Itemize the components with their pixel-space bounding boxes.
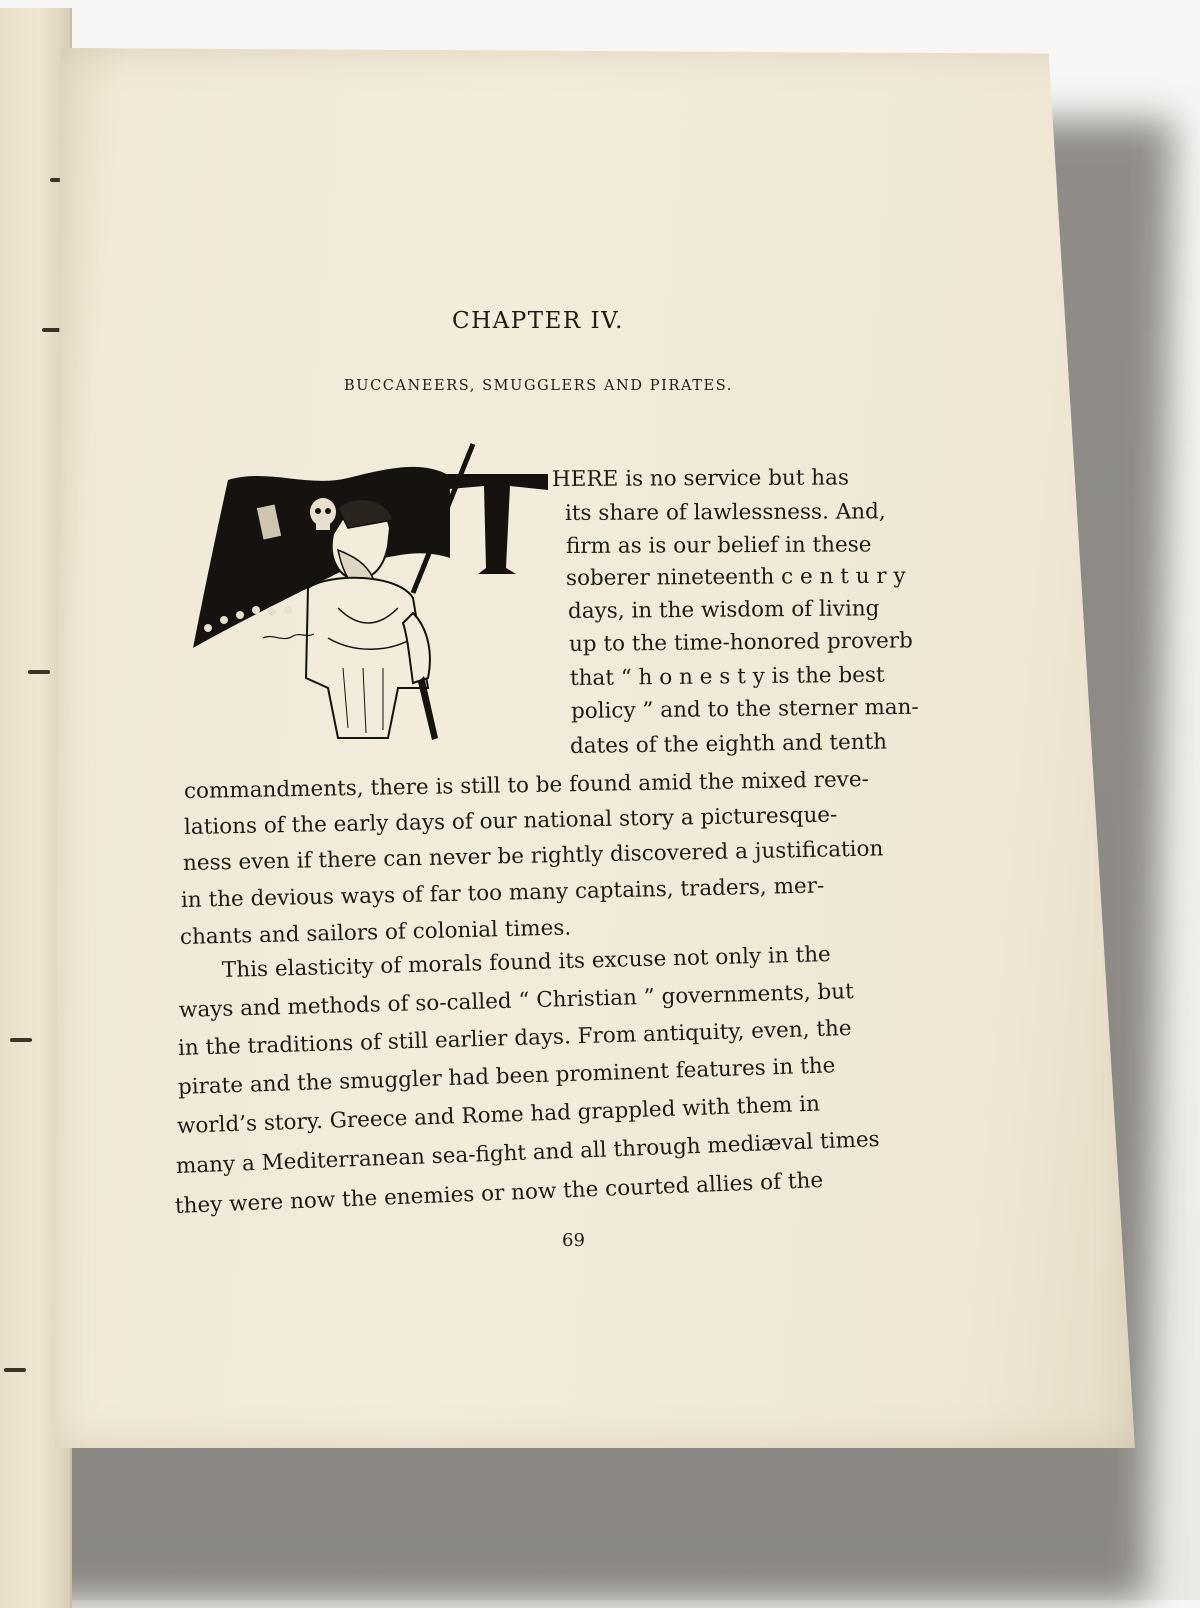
text-line: policy ” and to the sterner man- <box>570 694 919 724</box>
text-line: in the devious ways of far too many captains, traders, mer- <box>180 873 825 913</box>
text-line: This elasticity of morals found its excuse not only in the <box>221 942 832 983</box>
text-line: many a Mediterranean sea-fight and all through mediæval times <box>175 1126 881 1179</box>
text-line: that “ h o n e s t y is the best <box>569 662 885 691</box>
text-line: ways and methods of so-called “ Christian ” governments, but <box>178 979 855 1023</box>
text-line: HERE is no service but has <box>551 465 850 492</box>
text-line: world’s story. Greece and Rome had grappled with them in <box>176 1091 821 1139</box>
text-line: days, in the wisdom of living <box>567 596 880 624</box>
text-line: up to the time-honored proverb <box>568 628 913 657</box>
text-line: pirate and the smuggler had been prominent features in the <box>177 1053 836 1100</box>
text-line: firm as is our belief in these <box>565 532 872 559</box>
text-line: they were now the enemies or now the courted allies of the <box>174 1167 824 1219</box>
text-line: commandments, there is still to be found amid the mixed reve- <box>183 767 870 804</box>
text-line: in the traditions of still earlier days. From antiquity, even, the <box>177 1016 852 1061</box>
skull-icon <box>310 498 336 526</box>
text-line: lations of the early days of our national story a picturesque- <box>183 802 838 840</box>
pirate-flag-illustration <box>188 438 560 742</box>
chapter-subtitle: BUCCANEERS, SMUGGLERS AND PIRATES. <box>344 378 733 394</box>
text-line: chants and sailors of colonial times. <box>179 915 572 950</box>
chapter-title: CHAPTER IV. <box>452 308 624 334</box>
text-line: its share of lawlessness. And, <box>564 499 886 526</box>
text-line: dates of the eighth and tenth <box>569 729 888 759</box>
text-line: soberer nineteenth c e n t u r y <box>565 563 906 591</box>
text-line: ness even if there can never be rightly discovered a justification <box>182 836 884 876</box>
page-number: 69 <box>562 1230 585 1251</box>
